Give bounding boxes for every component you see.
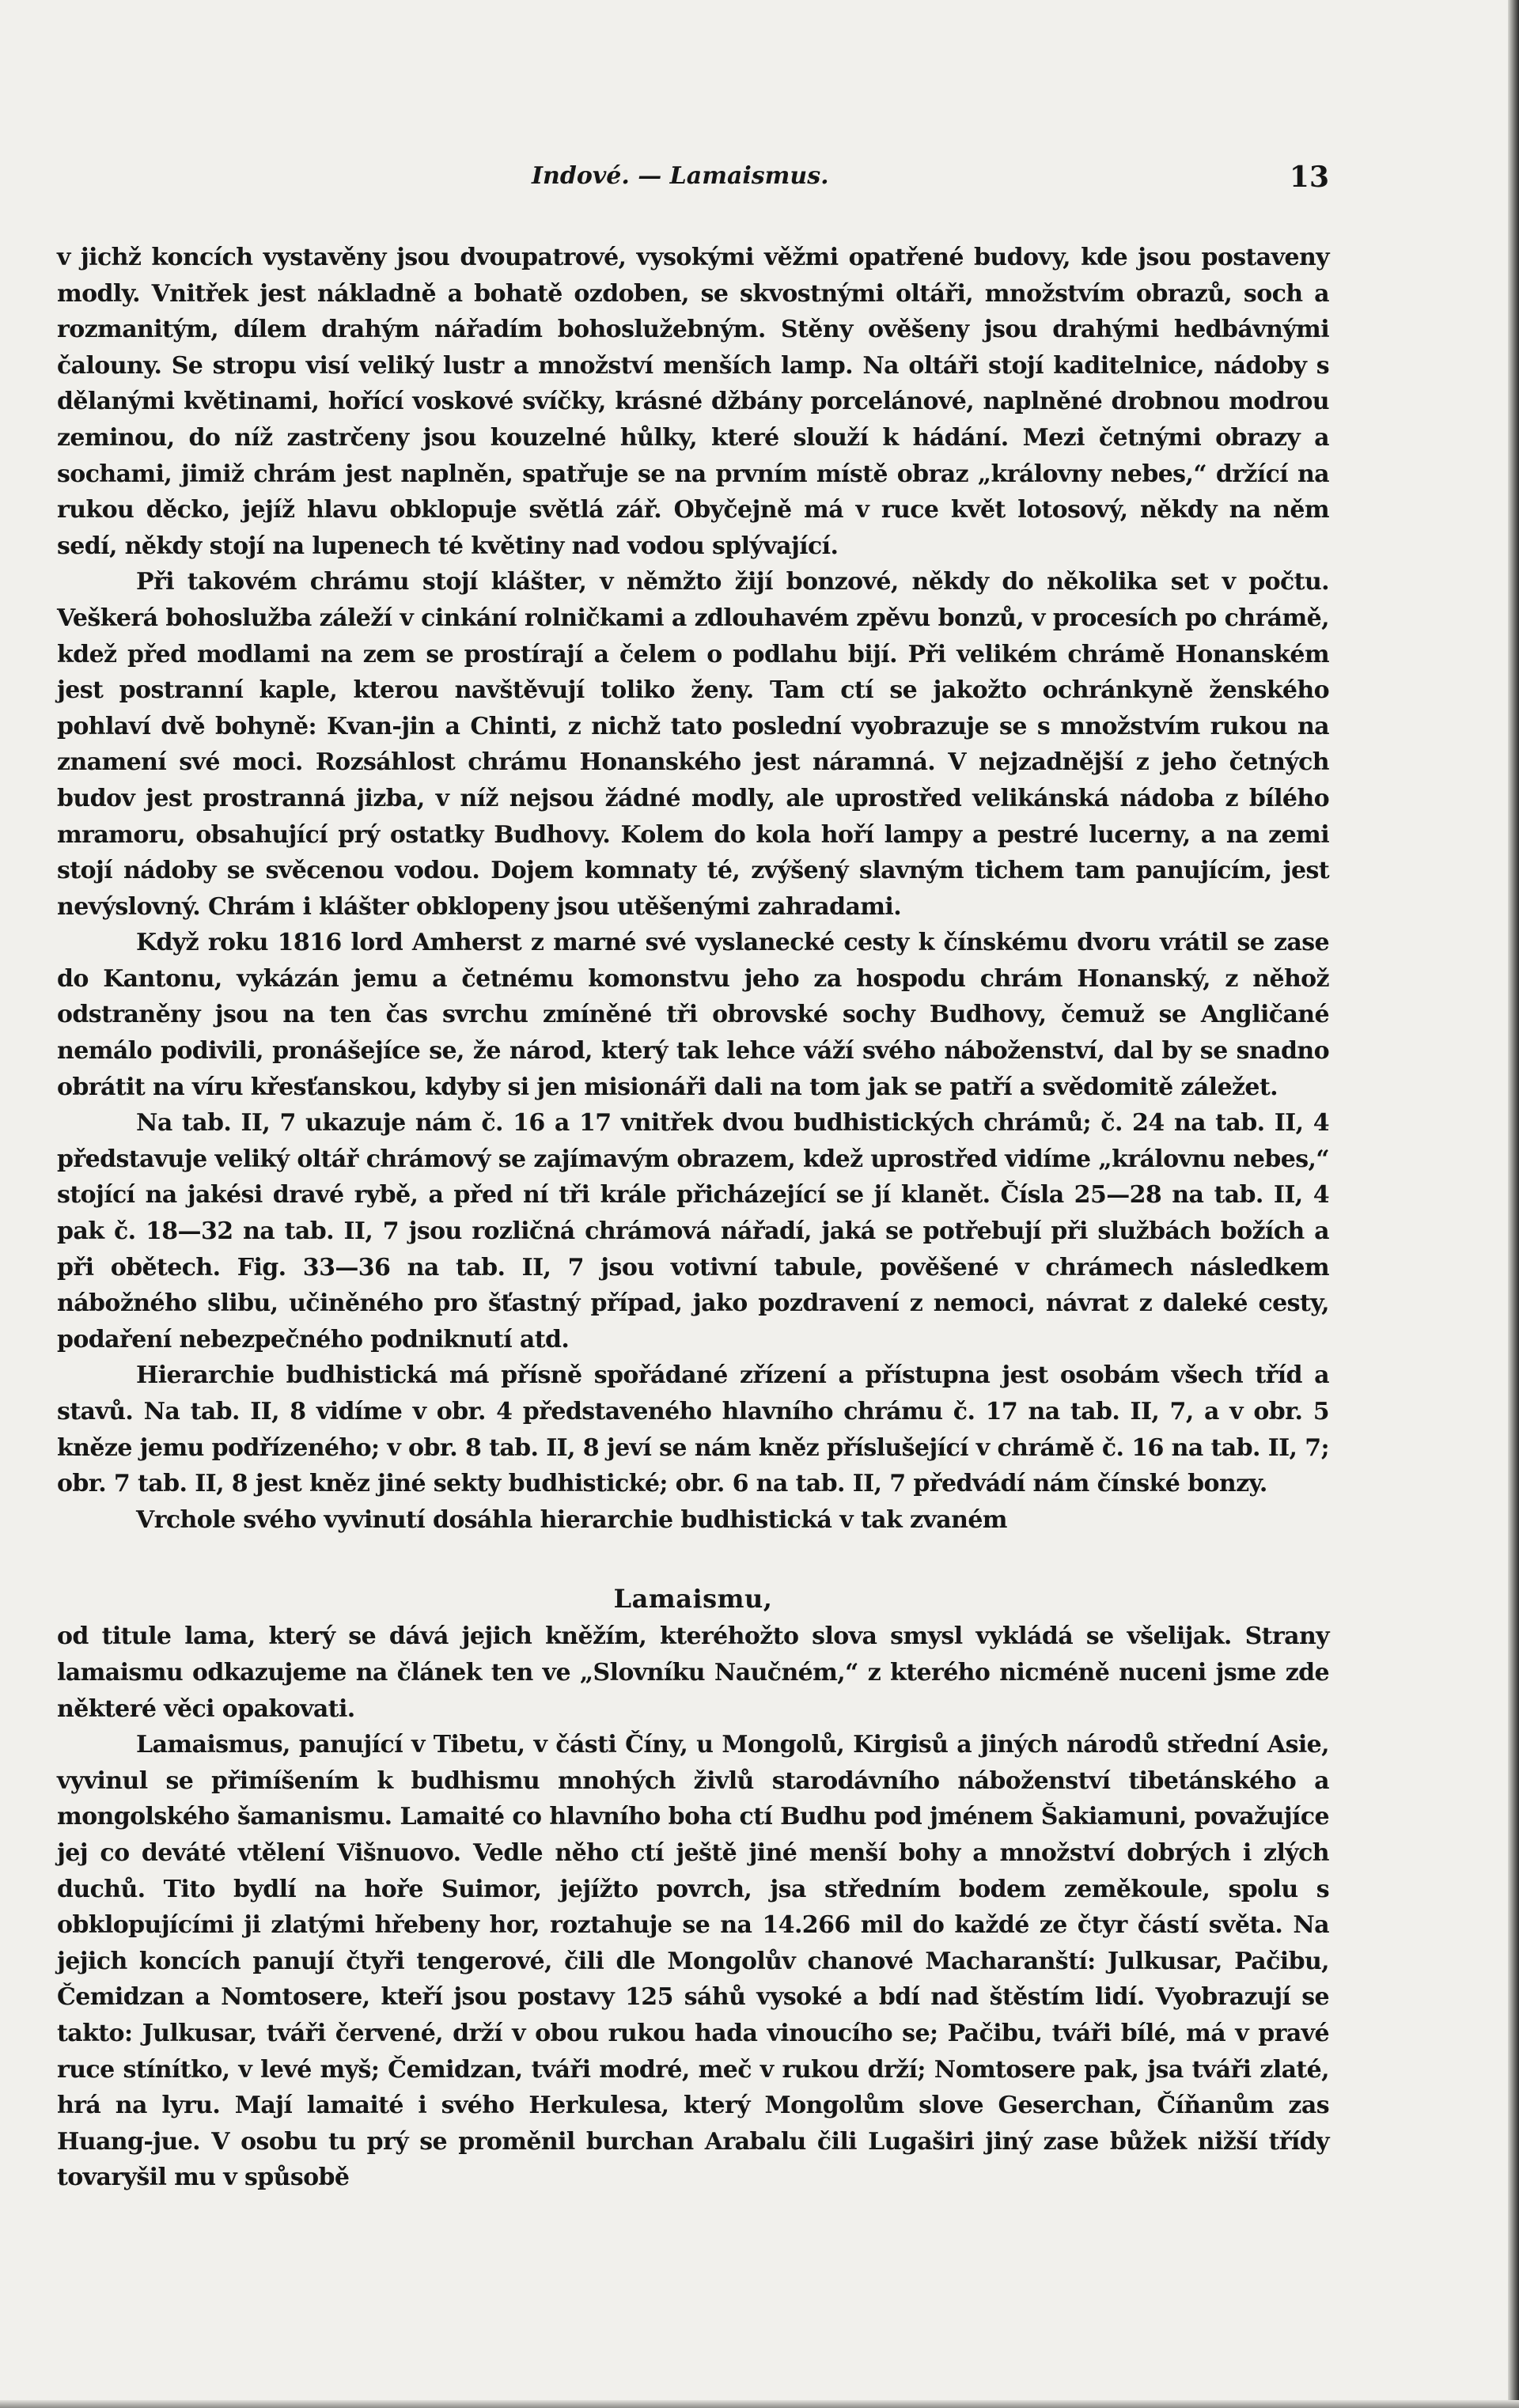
paragraph: v jichž koncích vystavěny jsou dvoupatrové, vysokými věžmi opatřené budovy, kde jsou postaveny modly. Vnitřek jest nákladně a bohatě ozdoben, se skvostnými oltáři, množstvím obrazů, soch a rozmanitým, dílem drahým nářadím bohoslužebným. Stěny ověšeny jsou drahými hedbávnými čalouny. Se stropu visí veliký lustr a množství menších lamp. Na oltáři stojí kaditelnice, nádoby s dělanými květinami, hořící voskové svíčky, krásné džbány porcelánové, naplněné drobnou modrou zeminou, do níž zastrčeny jsou kouzelné hůlky, které slouží k hádání. Mezi četnými obrazy a sochami, jimiž chrám jest naplněn, spatřuje se na prvním místě obraz „královny nebes,“ držící na rukou děcko, jejíž hlavu obklopuje světlá zář. Obyčejně má v ruce květ lotosový, někdy na něm sedí, někdy stojí na lupenech té květiny nad vodou splývající. — [57, 244, 1329, 560]
paragraph: od titule lama, který se dává jejich kněžím, kteréhožto slova smysl vykládá se všelijak. Strany lamaismu odkazujeme na článek ten ve „Slovníku Naučném,“ z kterého nicméně nuceni jsme zde některé věci opakovati. — [57, 1622, 1329, 1723]
page-bottom-edge — [0, 2400, 1519, 2408]
paragraph: Na tab. II, 7 ukazuje nám č. 16 a 17 vnitřek dvou budhistických chrámů; č. 24 na tab. II, 4 představuje veliký oltář chrámový se zajímavým obrazem, kdež uprostřed vidíme „královnu nebes,“ stojící na jakési dravé rybě, a před ní tři krále přicházející se jí klanět. Čísla 25—28 na tab. II, 4 pak č. 18—32 na tab. II, 7 jsou rozličná chrámová nářadí, jaká se potřebují při službách božích a při obětech. Fig. 33—36 na tab. II, 7 jsou votivní tabule, pověšené v chrámech následkem nábožného slibu, učiněného pro šťastný případ, jako pozdravení z nemoci, návrat z daleké cesty, podaření nebezpečného podniknutí atd. — [57, 1109, 1329, 1354]
running-header — [57, 154, 1329, 202]
section-heading: Lamaismu, — [613, 1584, 773, 1615]
body-text — [57, 240, 1329, 2196]
paragraph: Vrchole svého vyvinutí dosáhla hierarchie budhistická v tak zvaném — [136, 1505, 1007, 1534]
paragraph: Když roku 1816 lord Amherst z marné své vyslanecké cesty k čínskému dvoru vrátil se zase do Kantonu, vykázán jemu a četnému komonstvu jeho za hospodu chrám Honanský, z něhož odstraněny jsou na ten čas svrchu zmíněné tři obrovské sochy Budhovy, čemuž se Angličané nemálo podivili, pronášejíce se, že národ, který tak lehce váží svého náboženství, dal by se snadno obrátit na víru křesťanskou, kdyby si jen misionáři dali na tom jak se patří a svědomitě záležet. — [57, 929, 1329, 1101]
paragraph: Při takovém chrámu stojí klášter, v němžto žijí bonzové, někdy do několika set v počtu. Veškerá bohoslužba záleží v cinkání rolničkami a zdlouhavém zpěvu bonzů, v procesích po chrámě, kdež před modlami na zem se prostírají a čelem o podlahu bijí. Při velikém chrámě Honanském jest postranní kaple, kterou navštěvují toliko ženy. Tam ctí se jakožto ochránkyně ženského pohlaví dvě bohyně: Kvan-jin a Chinti, z nichž tato poslední vyobrazuje se s množstvím rukou na znamení své moci. Rozsáhlost chrámu Honanského jest náramná. V nejzadnější z jeho četných budov jest prostranná jizba, v níž nejsou žádné modly, ale uprostřed velikánská nádoba z bílého mramoru, obsahující prý ostatky Budhovy. Kolem do kola hoří lampy a pestré lucerny, a na zemi stojí nádoby se svěcenou vodou. Dojem komnaty té, zvýšený slavným tichem tam panujícím, jest nevýslovný. Chrám i klášter obklopeny jsou utěšenými zahradami. — [57, 568, 1329, 921]
book-page — [57, 154, 1329, 2196]
page-number: 13 — [1289, 161, 1329, 194]
running-title: Indové. — Lamaismus. — [532, 162, 829, 190]
paragraph: Lamaismus, panující v Tibetu, v části Číny, u Mongolů, Kirgisů a jiných národů střední Asie, vyvinul se přimíšením k budhismu mnohých živlů starodávního náboženství tibetánského a mongolského šamanismu. Lamaité co hlavního boha ctí Budhu pod jménem Šakiamuni, považujíce jej co deváté vtělení Višnuovo. Vedle něho ctí ještě jiné menší bohy a množství dobrých i zlých duchů. Tito bydlí na hoře Suimor, jejížto povrch, jsa středním bodem zeměkoule, spolu s obklopujícími ji zlatými hřebeny hor, roztahuje se na 14.266 mil do každé ze čtyr částí světa. Na jejich koncích panují čtyři tengerové, čili dle Mongolův chanové Macharanští: Julkusar, Pačibu, Čemidzan a Nomtosere, kteří jsou postavy 125 sáhů vysoké a bdí nad štěstím lidí. Vyobrazují se takto: Julkusar, tváři červené, drží v obou rukou hada vinoucího se; Pačibu, tváři bílé, má v pravé ruce stínítko, v levé myš; Čemidzan, tváři modré, meč v rukou drží; Nomtosere pak, jsa tváři zlaté, hrá na lyru. Mají lamaité i svého Herkulesa, který Mongolům slove Geserchan, Číňanům zas Huang-jue. V osobu tu prý se proměnil burchan Arabalu čili Lugaširi jiný zase bůžek nižší třídy tovaryšil mu v spůsobě — [57, 1731, 1329, 2192]
paragraph: Hierarchie budhistická má přísně spořádané zřízení a přístupna jest osobám všech tříd a stavů. Na tab. II, 8 vidíme v obr. 4 představeného hlavního chrámu č. 17 na tab. II, 7, a v obr. 5 kněze jemu podřízeného; v obr. 8 tab. II, 8 jeví se nám kněz příslušející v chrámě č. 16 na tab. II, 7; obr. 7 tab. II, 8 jest kněz jiné sekty budhistické; obr. 6 na tab. II, 7 předvádí nám čínské bonzy. — [57, 1361, 1329, 1498]
page-edge-shadow — [1508, 0, 1519, 2408]
